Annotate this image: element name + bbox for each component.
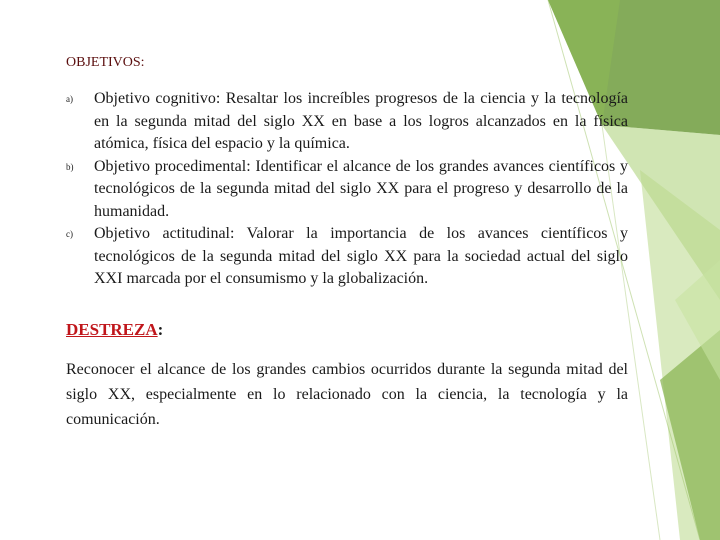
- list-marker: a): [66, 94, 73, 104]
- objective-text: Objetivo actitudinal: Valorar la importancia de los avances científicos y tecnológicos de la segunda mitad del siglo XX para la sociedad actual del siglo XXI marcada por el consumismo y la globalización.: [94, 225, 628, 287]
- list-marker: c): [66, 229, 73, 239]
- objectives-list: [66, 88, 628, 291]
- destreza-label: DESTREZA: [66, 320, 158, 339]
- objective-item: [66, 156, 628, 224]
- objective-item: [66, 88, 628, 156]
- destreza-heading: [66, 320, 163, 340]
- destreza-text: Reconocer el alcance de los grandes cambios ocurridos durante la segunda mitad del siglo XX, especialmente en lo relacionado con la ciencia, la tecnología y la comunicación.: [66, 361, 628, 428]
- objetivos-heading: OBJETIVOS:: [66, 55, 145, 70]
- destreza-colon: :: [157, 320, 164, 339]
- objective-text: Objetivo procedimental: Identificar el alcance de los grandes avances científicos y tecnológicos de la segunda mitad del siglo XX para el progreso y desarrollo de la humanidad.: [94, 157, 628, 220]
- objective-item: [66, 223, 628, 291]
- list-marker: b): [66, 161, 74, 172]
- objective-text: Objetivo cognitivo: Resaltar los increíbles progresos de la ciencia y la tecnología en la segunda mitad del siglo XX en base a los logros alcanzados en la física atómica, física del espacio y la química.: [94, 90, 628, 152]
